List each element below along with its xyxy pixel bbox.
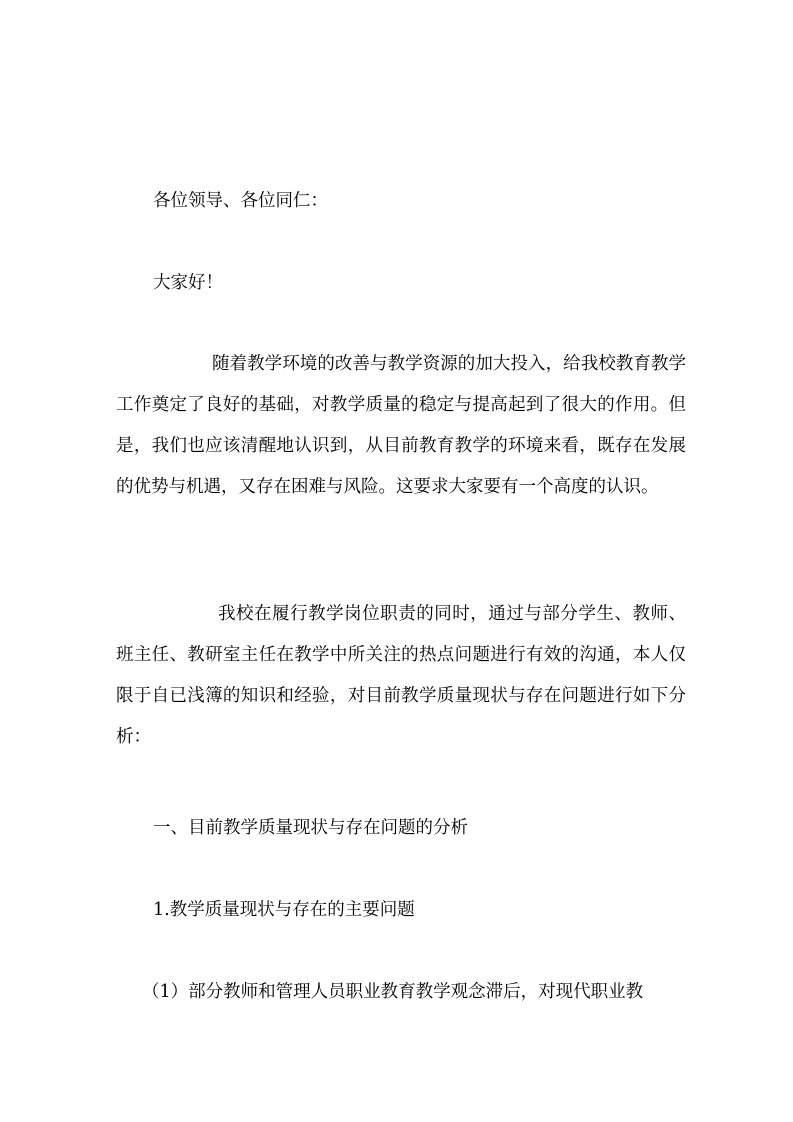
paragraph-2: 我校在履行教学岗位职责的同时，通过与部分学生、教师、班主任、教研室主任在教学中所关注的热点问题进行有效的沟通，本人仅限于自已浅簿的知识和经验，对目前教学质量现状与存在问题进行如下分析： <box>116 604 686 747</box>
subsection-heading: 1.教学质量现状与存在的主要问题 <box>153 900 415 920</box>
paragraph-1: 随着教学环境的改善与教学资源的加大投入，给我校教育教学工作奠定了良好的基础，对教学质量的稳定与提高起到了很大的作用。但是，我们也应该清醒地认识到，从目前教育教学的环境来看，既存在发展的优势与机遇，又存在困难与风险。这要求大家要有一个高度的认识。 <box>116 354 686 497</box>
greeting: 大家好！ <box>153 273 223 293</box>
salutation: 各位领导、各位同仁： <box>153 191 328 211</box>
list-item: （1）部分教师和管理人员职业教育教学观念滞后，对现代职业教 <box>142 982 644 1002</box>
section-heading: 一、目前教学质量现状与存在问题的分析 <box>153 818 468 838</box>
